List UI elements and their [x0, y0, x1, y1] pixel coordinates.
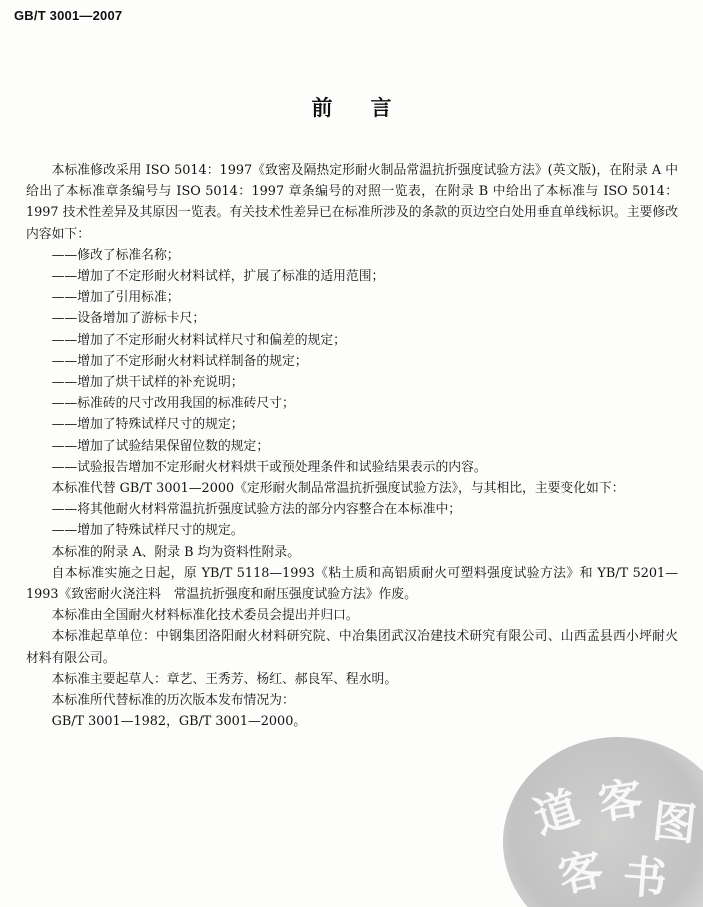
page-title: 前言 [311, 96, 430, 120]
preface-body [26, 160, 678, 732]
list-item: ——将其他耐火材料常温抗折强度试验方法的部分内容整合在本标准中； [51, 502, 462, 518]
paragraph: 自本标准实施之日起，原 YB/T 5118—1993《粘土质和高铝质耐火可塑料强度试验方法》和 YB/T 5201—1993《致密耐火浇注料 常温抗折强度和耐压强度试验方法》作废。 [26, 565, 678, 603]
paragraph: 本标准主要起草人：章艺、王秀芳、杨红、郝良军、程水明。 [51, 671, 398, 687]
paragraph: 本标准起草单位：中钢集团洛阳耐火材料研究院、中冶集团武汉冶建技术研究有限公司、山西孟县西小坪耐火材料有限公司。 [26, 629, 678, 666]
list-item: ——试验报告增加不定形耐火材料烘干或预处理条件和试验结果表示的内容。 [51, 459, 487, 475]
paragraph: 本标准修改采用 ISO 5014：1997《致密及隔热定形耐火制品常温抗折强度试验方法》(英文版)，在附录 A 中给出了本标准章条编号与 ISO 5014：1997 章条编号的对照一览表，在附录 B 中给出了本标准与 ISO 5014：1997 技术性差异及其原因一览表。有关技术性差异已在标准所涉及的条款的页边空白处用垂直单线标识。主要修改内容如下： [26, 163, 678, 242]
list-item: ——增加了不定形耐火材料试样，扩展了标准的适用范围； [51, 269, 385, 285]
list-item: ——增加了特殊试样尺寸的规定。 [51, 523, 244, 539]
paragraph: 本标准所代替标准的历次版本发布情况为： [51, 693, 295, 709]
paragraph: 本标准由全国耐火材料标准化技术委员会提出并归口。 [51, 608, 359, 624]
list-item: ——设备增加了游标卡尺； [51, 311, 206, 327]
list-item: ——增加了试验结果保留位数的规定； [51, 438, 270, 454]
list-item: ——增加了引用标准； [51, 290, 180, 306]
list-item: ——增加了烘干试样的补充说明； [51, 375, 244, 391]
paragraph: 本标准的附录 A、附录 B 均为资料性附录。 [51, 544, 300, 560]
list-item: ——增加了不定形耐火材料试样制备的规定； [51, 353, 308, 369]
list-item: ——标准砖的尺寸改用我国的标准砖尺寸； [51, 396, 295, 412]
seal-watermark: 道 客 图 客 书 [503, 737, 703, 907]
list-item: ——增加了特殊试样尺寸的规定； [51, 417, 244, 433]
standard-code-header: GB/T 3001—2007 [14, 8, 123, 23]
list-item: GB/T 3001—1982，GB/T 3001—2000。 [51, 714, 307, 730]
list-item: ——增加了不定形耐火材料试样尺寸和偏差的规定； [51, 332, 346, 348]
paragraph: 本标准代替 GB/T 3001—2000《定形耐火制品常温抗折强度试验方法》，与其相比，主要变化如下： [51, 481, 625, 497]
list-item: ——修改了标准名称； [51, 247, 180, 263]
